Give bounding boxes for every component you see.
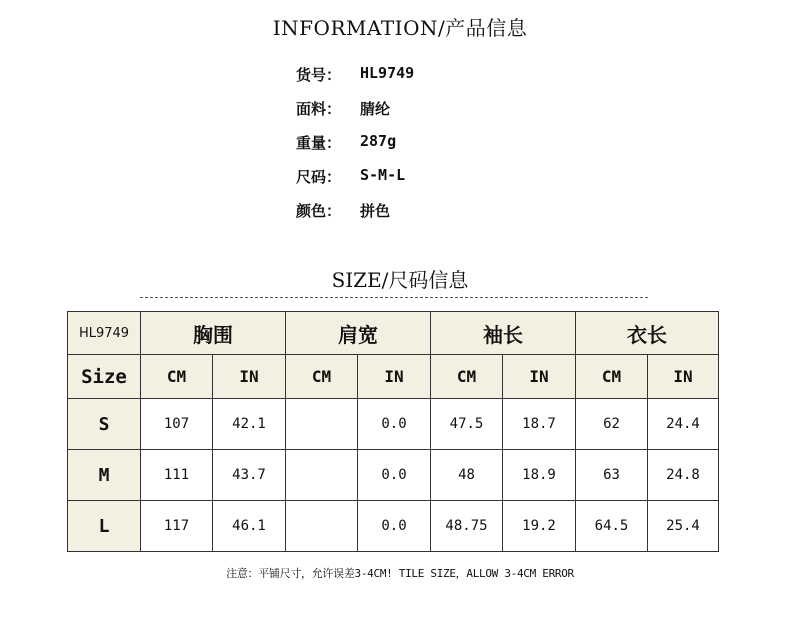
- info-title: INFORMATION/产品信息: [272, 16, 528, 40]
- table-cell: 62: [576, 399, 648, 450]
- table-cell: 43.7: [213, 450, 286, 501]
- unit-cell: IN: [213, 355, 286, 399]
- unit-cell: CM: [576, 355, 648, 399]
- table-cell: 18.9: [503, 450, 576, 501]
- table-cell: 24.4: [648, 399, 719, 450]
- table-cell: 48: [431, 450, 503, 501]
- info-row-item-number: [296, 64, 414, 98]
- table-cell: 24.8: [648, 450, 719, 501]
- header-length: 衣长: [576, 312, 719, 355]
- table-cell: 42.1: [213, 399, 286, 450]
- table-cell: 19.2: [503, 501, 576, 552]
- header-chest: 胸围: [141, 312, 286, 355]
- table-row: [68, 501, 719, 552]
- table-cell: 64.5: [576, 501, 648, 552]
- table-cell: 46.1: [213, 501, 286, 552]
- table-cell: 111: [141, 450, 213, 501]
- info-label: 货号：: [296, 66, 342, 84]
- unit-cell: IN: [358, 355, 431, 399]
- row-size-label: M: [68, 450, 141, 501]
- info-label: 颜色：: [296, 202, 342, 220]
- header-sleeve: 袖长: [431, 312, 576, 355]
- info-value: HL9749: [360, 64, 415, 82]
- info-value: 腈纶: [360, 100, 391, 118]
- table-unit-row: [68, 355, 719, 399]
- info-row-weight: [296, 132, 414, 166]
- info-value: S-M-L: [360, 166, 406, 184]
- row-size-label: S: [68, 399, 141, 450]
- row-size-label: L: [68, 501, 141, 552]
- unit-cell: CM: [431, 355, 503, 399]
- unit-cell: CM: [286, 355, 358, 399]
- info-row-color: [296, 200, 414, 234]
- unit-cell: IN: [503, 355, 576, 399]
- table-cell: 117: [141, 501, 213, 552]
- info-row-fabric: [296, 98, 414, 132]
- table-cell: 63: [576, 450, 648, 501]
- dashed-divider: [140, 297, 648, 298]
- table-cell: 0.0: [358, 399, 431, 450]
- table-cell: [286, 501, 358, 552]
- info-value: 拼色: [360, 202, 391, 220]
- table-row: [68, 399, 719, 450]
- size-note: 注意：平铺尺寸，允许误差3-4CM! TILE SIZE，ALLOW 3-4CM ERROR: [226, 567, 574, 580]
- table-cell: 107: [141, 399, 213, 450]
- table-cell: [286, 450, 358, 501]
- info-label: 面料：: [296, 100, 342, 118]
- size-column-header: Size: [68, 355, 141, 399]
- size-title: SIZE/尺码信息: [331, 268, 469, 292]
- info-value: 287g: [360, 132, 397, 150]
- model-cell: HL9749: [68, 312, 141, 355]
- table-cell: 0.0: [358, 450, 431, 501]
- info-label: 尺码：: [296, 168, 342, 186]
- unit-cell: CM: [141, 355, 213, 399]
- table-cell: 25.4: [648, 501, 719, 552]
- size-table: [67, 311, 719, 552]
- table-header-row: [68, 312, 719, 355]
- info-label: 重量：: [296, 134, 342, 152]
- header-shoulder: 肩宽: [286, 312, 431, 355]
- unit-cell: IN: [648, 355, 719, 399]
- table-cell: 0.0: [358, 501, 431, 552]
- table-row: [68, 450, 719, 501]
- table-cell: 48.75: [431, 501, 503, 552]
- table-cell: [286, 399, 358, 450]
- table-cell: 18.7: [503, 399, 576, 450]
- table-cell: 47.5: [431, 399, 503, 450]
- product-info-list: [296, 64, 414, 234]
- info-row-size: [296, 166, 414, 200]
